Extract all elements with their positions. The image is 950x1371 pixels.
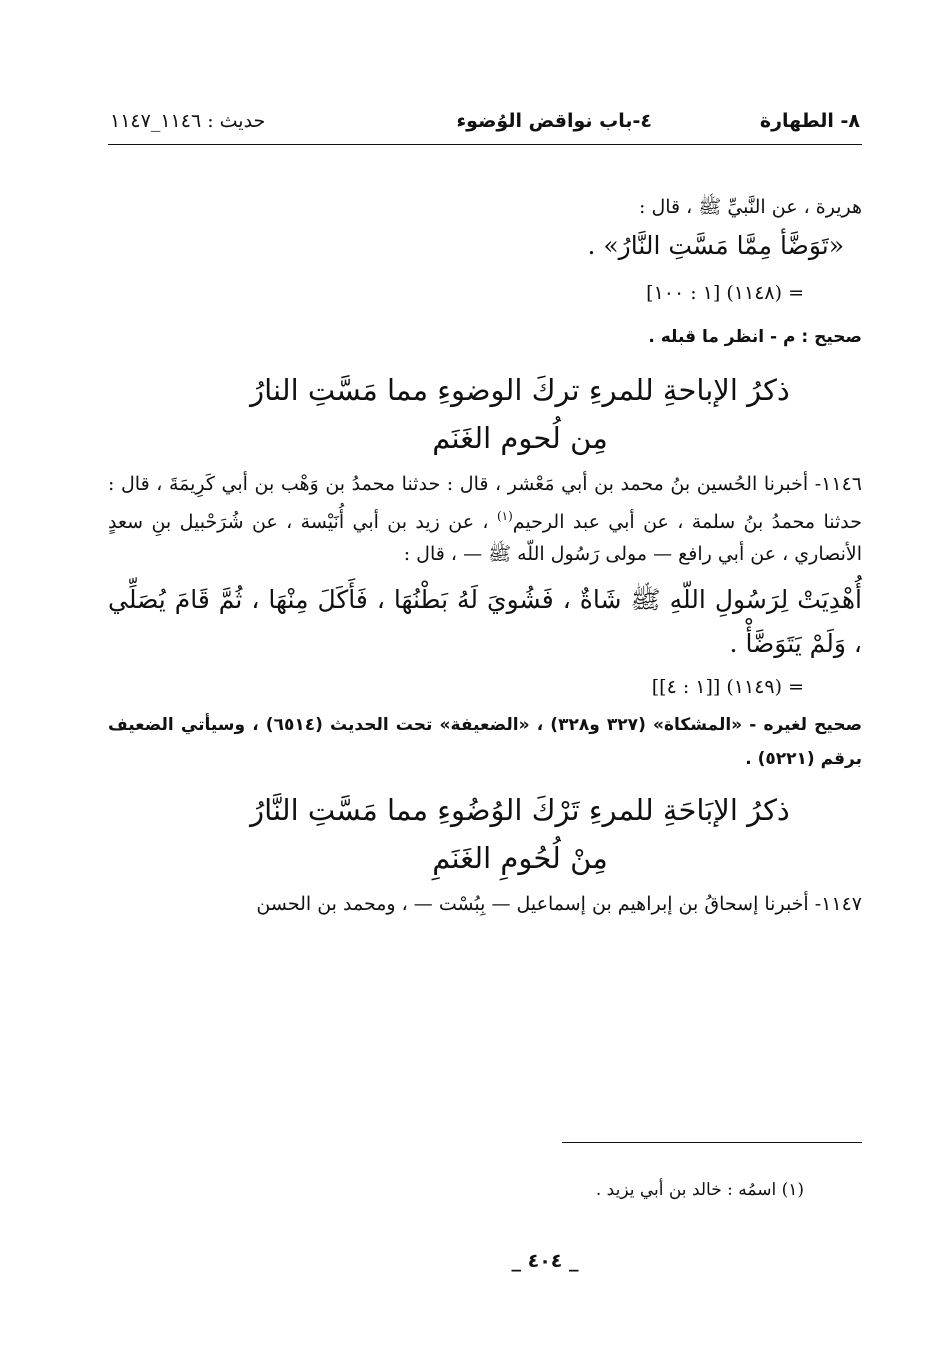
footnote-divider	[562, 1142, 862, 1143]
hadith-matn-1146: أُهْدِيَتْ لِرَسُولِ اللّهِ ﷺ شَاةٌ ، فَشُويَ لَهُ بَطْنُهَا ، فَأَكَلَ مِنْهَا ، ثُمَّ قَامَ يُصَلِّي ، وَلَمْ يَتَوَضَّأْ .	[108, 585, 862, 658]
page-number: _ ٤٠٤ _	[511, 1250, 579, 1272]
chapter-heading-1-line-1: ذكرُ الإباحةِ للمرءِ تركَ الوضوءِ مما مَسَّتِ النارُ	[250, 373, 790, 407]
chapter-heading-2-line-2: مِنْ لُحُومِ الغَنَمِ	[432, 841, 608, 875]
cross-reference-1146: = (١١٤٩) [[١ : ٤]]	[651, 676, 804, 698]
isnad-1146	[108, 468, 862, 570]
header-divider	[108, 144, 862, 145]
chapter-heading-1	[108, 366, 862, 462]
footnote-marker: (١)	[496, 509, 513, 523]
chapter-heading-2	[108, 786, 862, 882]
hadith-matn-1145: «تَوَضَّأ مِمَّا مَسَّتِ النَّارُ» .	[587, 231, 844, 260]
grading-1145: صحيح : م - انظر ما قبله .	[648, 327, 862, 347]
grading-1146: صحيح لغيره - «المشكاة» (٣٢٧ و٣٢٨) ، «الضعيفة» تحت الحديث (٦٥١٤) ، وسيأتي الضعيف برقم (٥٢٢١) .	[108, 715, 863, 769]
text-line-1: هريرة ، عن النَّبيِّ ﷺ ، قال :	[639, 196, 862, 218]
footnote: (١) اسمُه : خالد بن أبي يزيد .	[595, 1180, 804, 1200]
isnad-1147: ١١٤٧- أخبرنا إسحاقُ بن إبراهيم بن إسماعيل — بِبُسْت — ، ومحمد بن الحسن	[256, 893, 862, 915]
page	[108, 92, 862, 1292]
running-header	[108, 92, 862, 146]
hadith-range: حديث : ١١٤٦_١١٤٧	[110, 110, 266, 132]
section-title: ٤-باب نواقض الوُضوء	[456, 110, 652, 132]
cross-reference-1145: = (١١٤٨) [١ : ١٠٠]	[646, 282, 804, 304]
chapter-heading-2-line-1: ذكرُ الإبَاحَةِ للمرءِ تَرْكَ الوُضُوءِ مما مَسَّتِ النَّارُ	[250, 793, 790, 827]
chapter-heading-1-line-2: مِن لُحوم الغَنَم	[432, 421, 608, 455]
chapter-title: ٨- الطهارة	[759, 110, 860, 132]
isnad-1146-part-2: ، عن زيد بن أبي أُنَيْسة ، عن شُرَحْبيل بنِ سعدٍ الأنصاري ، عن أبي رافع — مولى رَسُول اللّه ﷺ — ، قال :	[108, 511, 862, 565]
isnad-1146-part-1: ١١٤٦- أخبرنا الحُسين بنُ محمد بن أبي مَعْشر ، قال : حدثنا محمدُ بن وَهْب بن أبي كَرِيمَةَ ، قال : حدثنا محمدُ بنُ سلمة ، عن أبي عبد الرحيم	[108, 473, 862, 533]
main-text	[108, 192, 862, 920]
